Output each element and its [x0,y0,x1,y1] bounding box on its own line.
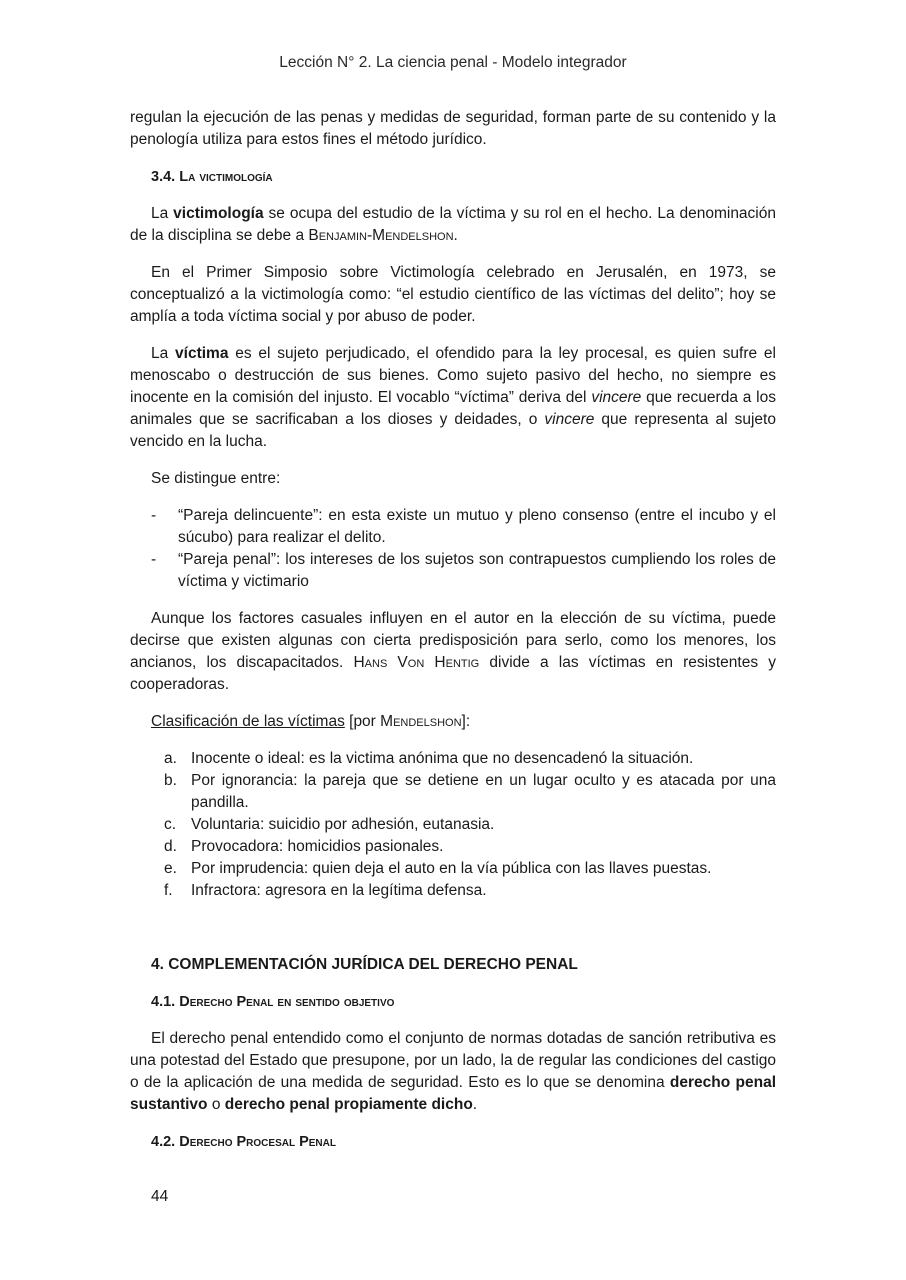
list-item: f. Infractora: agresora en la legítima defensa. [164,882,487,899]
section-4-heading: 4. COMPLEMENTACIÓN JURÍDICA DEL DERECHO PENAL [151,956,578,973]
list-item: e. Por imprudencia: quien deja el auto en la vía pública con las llaves puestas. [164,860,712,877]
term-vincere: vincere [591,389,642,406]
list-item: b. Por ignorancia: la pareja que se detiene en un lugar oculto y es atacada por una pandilla. [164,772,776,811]
author-name: Mendelshon [380,713,462,730]
section-title: La victimología [179,169,273,185]
term-victimologia: victimología [173,205,264,222]
list-item: - “Pareja penal”: los intereses de los sujetos son contrapuestos cumpliendo los roles de víctima y victimario [151,551,776,590]
author-name: Benjamin-Mendelshon [308,227,454,244]
dash-bullet: - [151,551,157,568]
section-number: 4.2. [151,1134,180,1150]
section-3-4-heading [151,166,776,188]
paragraph-distingue: Se distingue entre: [151,470,281,487]
list-item: - “Pareja delincuente”: en esta existe un mutuo y pleno consenso (entre el incubo y el súcubo) para realizar el delito. [151,507,776,546]
term-victima: víctima [175,345,229,362]
paragraph-clasificacion: Clasificación de las víctimas [por Mendelshon]: [151,713,471,730]
paragraph-continuation: regulan la ejecución de las penas y medidas de seguridad, forman parte de su contenido y la penología utiliza para estos fines el método jurídico. [130,109,776,148]
section-4-2-heading [151,1131,776,1153]
page-number: 44 [151,1188,169,1205]
term-sustantivo: derecho penal sustantivo [130,1074,777,1113]
author-name: Hans Von Hentig [353,654,480,671]
section-4-1-heading [151,991,776,1013]
list-item: a. Inocente o ideal: es la victima anónima que no desencadenó la situación. [164,750,694,767]
term-propiamente-dicho: derecho penal propiamente dicho [224,1096,473,1113]
paragraph-victimologia: La victimología se ocupa del estudio de la víctima y su rol en el hecho. La denominación de la disciplina se debe a Benjamin-Mendelshon. [130,205,776,244]
body-text [130,107,776,1168]
section-number: 4.1. [151,994,180,1010]
section-title: Derecho Penal en sentido objetivo [179,994,395,1010]
running-header: Lección N° 2. La ciencia penal - Modelo integrador [279,54,627,71]
classification-list [130,748,776,902]
section-gap [130,917,776,954]
dash-bullet: - [151,507,157,524]
dash-list [130,505,776,593]
paragraph-derecho-penal: El derecho penal entendido como el conjunto de normas dotadas de sanción retributiva es una potestad del Estado que presupone, por un lado, la de regular las condiciones del castigo o de la aplicación de una medida de seguridad. Esto es lo que se denomina derecho penal sustantivo o derecho penal propiamente dicho. [130,1030,777,1113]
section-number: 3.4. [151,169,180,185]
underlined-heading: Clasificación de las víctimas [151,713,345,730]
term-vincere-2: vincere [544,411,595,428]
section-title: Derecho Procesal Penal [179,1134,336,1150]
list-item: d. Provocadora: homicidios pasionales. [164,838,444,855]
paragraph-victima: La víctima es el sujeto perjudicado, el ofendido para la ley procesal, es quien sufre el menoscabo o destrucción de sus bienes. Como sujeto pasivo del hecho, no siempre es inocente en la comisión del injusto. El vocablo “víctima” deriva del vincere que recuerda a los animales que se sacrificaban a los dioses y deidades, o vincere que representa al sujeto vencido en la lucha. [130,345,776,450]
paragraph-factores: Aunque los factores casuales influyen en el autor en la elección de su víctima, puede decirse que existen algunas con cierta predisposición para serlo, como los menores, los ancianos, los discapacitados. Hans Von Hentig divide a las víctimas en resistentes y cooperadoras. [130,610,776,693]
list-item: c. Voluntaria: suicidio por adhesión, eutanasia. [164,816,495,833]
paragraph-simposio: En el Primer Simposio sobre Victimología celebrado en Jerusalén, en 1973, se conceptualizó a la victimología como: “el estudio científico de las víctimas del delito”; hoy se amplía a toda víctima social y por abuso de poder. [130,264,776,325]
